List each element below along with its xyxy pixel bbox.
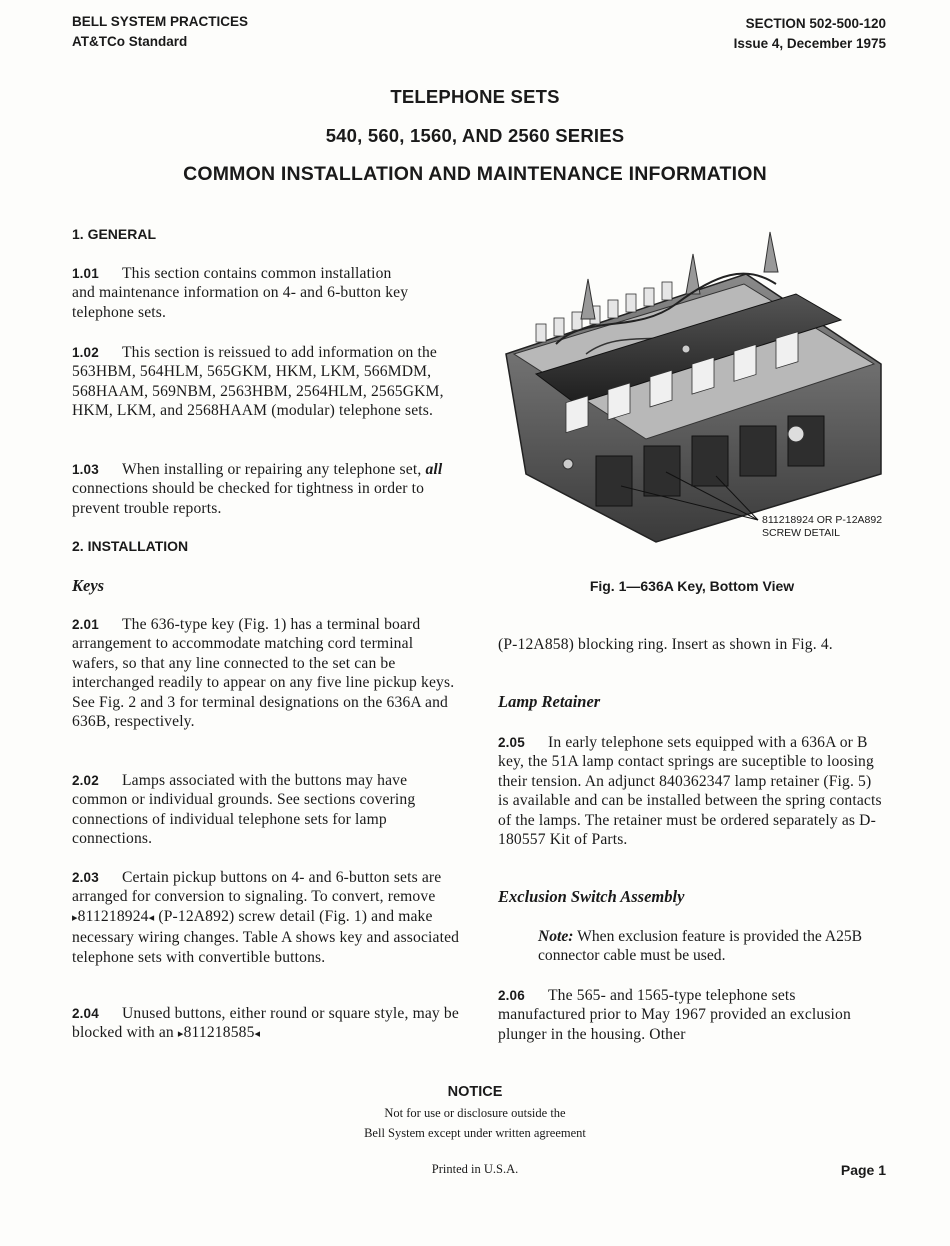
notice-title: NOTICE [447,1084,503,1100]
para-text: sets are arranged for conversion to signaling. To convert, remove [72,869,442,906]
doc-title-line3: COMMON INSTALLATION AND MAINTENANCE INFORMATION [183,163,767,185]
change-marker-icon: ◂ [254,1028,261,1041]
change-marker-icon: ◂ [148,911,155,924]
header-left [72,12,248,52]
page-number: Page 1 [840,1162,886,1178]
para-text: board arrangement to accommodate matching cord terminal wafers, so that any line connected to the set can be interchanged readily to appear on any five line pickup keys. See Fig. 2 and 3 for terminal designations on the 636A and 636B, respectively. [72,616,455,731]
notice-line: Not for use or disclosure outside the [384,1106,566,1120]
para-text: on the 563HBM, 564HLM, 565GKM, HKM, LKM, 566MDM, 568HAAM, 569NBM, 2563HBM, 2564HLM, 2565GKM, HKM, LKM, and 2568HAAM (modular) telephone sets. [72,344,444,420]
printed-in-label: Printed in U.S.A. [431,1162,519,1176]
paragraph-2-04 [72,1004,460,1045]
heading-installation: 2. INSTALLATION [72,538,189,554]
para-text: set, [399,461,422,478]
para-number: 2.01 [72,617,99,632]
heading-lamp-retainer: Lamp Retainer [498,692,601,711]
para-number: 1.01 [72,266,99,281]
para-first-line: The 636-type key (Fig. 1) has a terminal [122,616,381,633]
doc-title-line2: 540, 560, 1560, AND 2560 SERIES [325,125,625,146]
para-first-line: This section is reissued to add information [122,344,394,361]
notice-text [0,1104,950,1143]
para-text: style, may be blocked with an [72,1005,459,1042]
para-number: 2.03 [72,870,99,885]
para-first-line: Lamps associated with the buttons may have [122,772,408,789]
heading-keys: Keys [72,576,105,595]
para-text: connections should be checked for tightness in order to prevent trouble reports. [72,480,425,517]
paragraph-2-04-continued: (P-12A858) blocking ring. Insert as shown in Fig. 4. [498,636,833,653]
para-first-line: The 565- and 1565-type telephone sets [548,987,796,1004]
note-text: When exclusion feature is provided the A25B connector cable must be used. [538,928,863,965]
figure-callout [762,514,882,540]
paragraph-2-02 [72,771,460,849]
para-first-line: This section contains common installation [122,265,392,282]
figure-caption: Fig. 1—636A Key, Bottom View [589,578,795,594]
heading-exclusion-switch: Exclusion Switch Assembly [498,887,685,906]
part-reference: 811218585 [183,1024,255,1042]
section-number: SECTION 502-500-120 [745,16,886,31]
para-text: and maintenance information on 4- and 6-button key telephone sets. [72,284,409,321]
note-block [538,927,888,966]
para-number: 2.05 [498,735,525,750]
figure-636a-key-photo [496,224,888,570]
practice-title: BELL SYSTEM PRACTICES [72,14,249,29]
para-number: 1.02 [72,345,99,360]
change-marker-icon: ▸ [72,911,78,924]
para-number: 2.06 [498,988,525,1003]
callout-line: SCREW DETAIL [762,527,840,539]
issue-date: Issue 4, December 1975 [733,36,886,51]
para-first-line: Certain pickup buttons on 4- and 6-button [122,869,390,886]
notice-line: Bell System except under written agreement [364,1125,586,1140]
standard-label: AT&TCo Standard [72,34,188,49]
para-text: manufactured prior to May 1967 provided an exclusion plunger in the housing. Other [498,1006,851,1043]
paragraph-1-03 [72,460,460,518]
paragraph-1-01 [72,264,460,322]
paragraph-2-05 [498,733,886,849]
paragraph-2-03 [72,868,460,967]
para-first-line: When installing or repairing any telephone [122,461,396,478]
para-number: 1.03 [72,462,99,477]
para-text: (P-12A892) screw detail (Fig. 1) and make necessary wiring changes. Table A shows key and associated telephone sets with convertible buttons. [72,907,460,966]
para-number: 2.04 [72,1006,99,1021]
doc-title-line1: TELEPHONE SETS [390,86,560,107]
para-emphasis: all [425,461,443,478]
header-right [734,14,886,54]
paragraph-1-02 [72,343,460,421]
para-text: or B key, the 51A lamp contact springs are suceptible to loosing their tension. An adjunct 840362347 lamp retainer (Fig. 5) is available and can be installed between the spring contacts of the lamps. The retainer must be ordered separately as D-180557 Kit of Parts. [498,734,882,849]
para-first-line: In early telephone sets equipped with a 636A [548,734,836,751]
note-label: Note: [538,928,574,945]
change-marker-icon: ▸ [177,1028,184,1041]
para-number: 2.02 [72,773,99,788]
callout-line: 811218924 OR P-12A892 [762,514,883,526]
paragraph-2-01 [72,615,460,731]
part-reference: 811218924 [77,907,149,925]
paragraph-2-06 [498,986,886,1044]
para-text: common or individual grounds. See sections covering connections of individual telephone sets for lamp connections. [72,791,416,848]
heading-general: 1. GENERAL [72,226,157,242]
para-first-line: Unused buttons, either round or square [122,1005,371,1022]
